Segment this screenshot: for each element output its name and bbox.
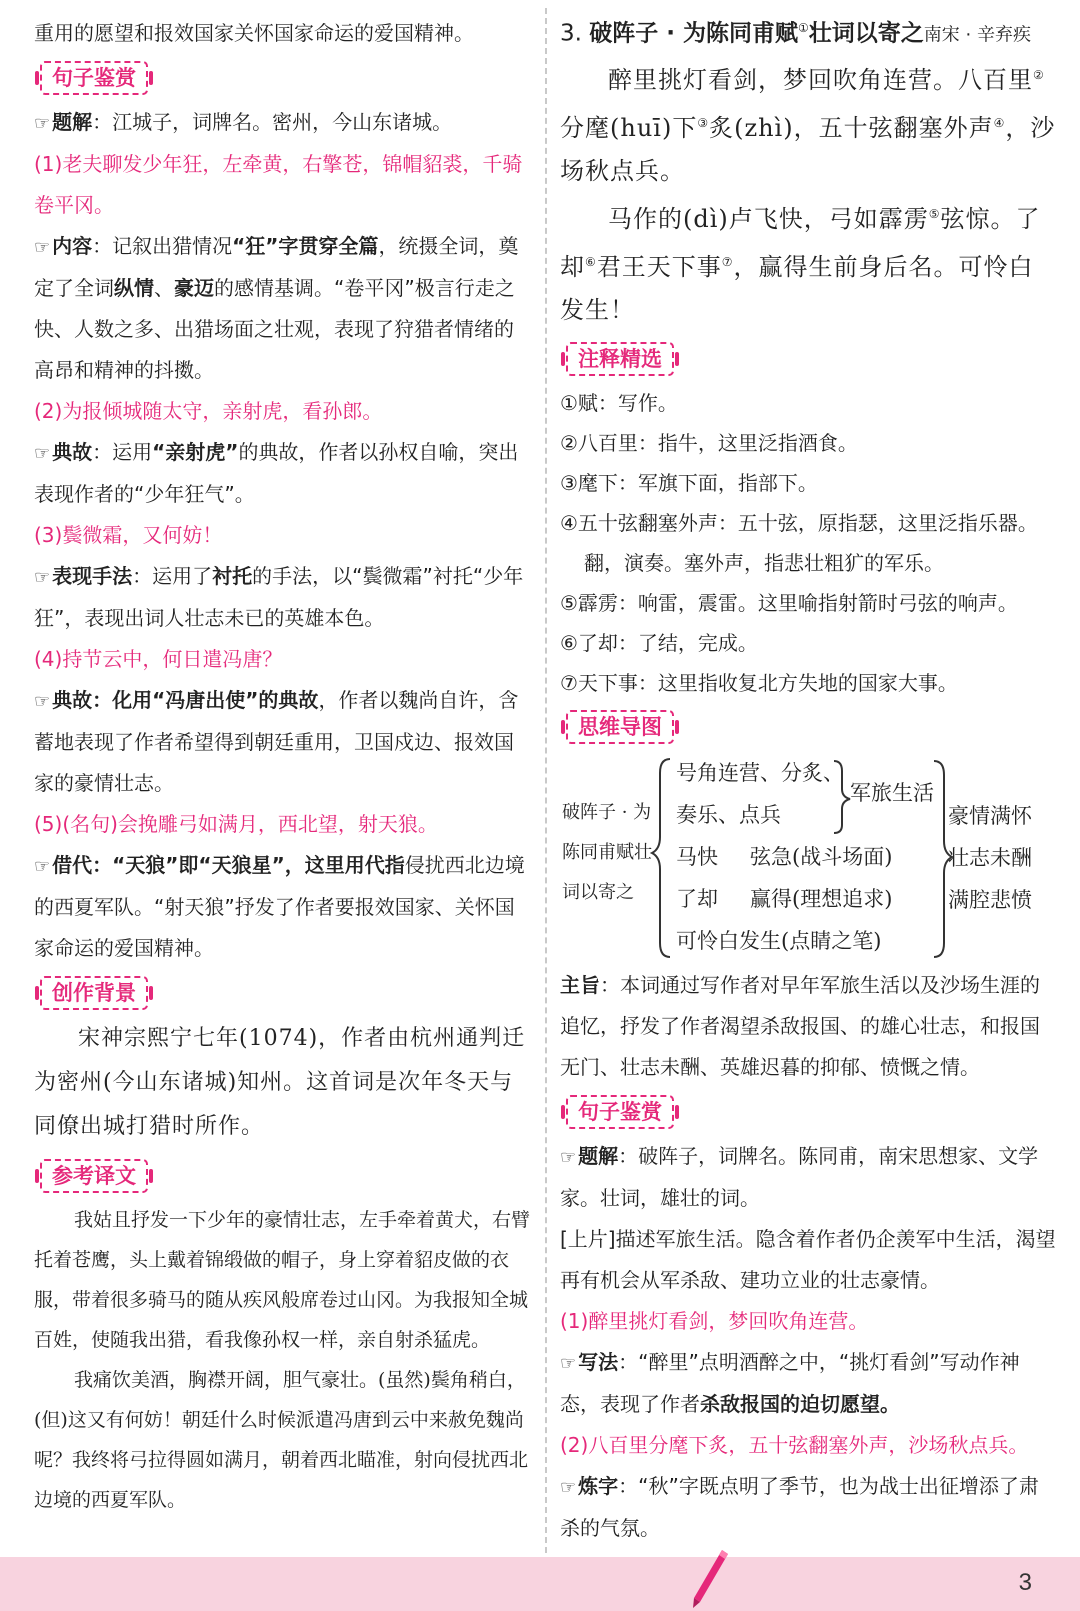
upper-stanza-note: [上片]描述军旅生活。隐含着作者仍企羡军中生活，渴望再有机会从军杀敌、建功立业的壮志豪情。 [560,1226,1056,1292]
sentence-quote-r2: (2)八百里分麾下炙，五十弦翻塞外声，沙场秋点兵。 [560,1432,1029,1457]
annotation-allusion-2: ☞ 典故：化用“冯唐出使”的典故，作者以魏尚自许，含蓄地表现了作者希望得到朝廷重用，卫国戍边、报效国家的豪情壮志。 [34,688,519,795]
sentence-quote-2: (2)为报倾城随太守，亲射虎，看孙郎。 [34,399,383,423]
annotation-metonymy: ☞ 借代：“天狼”即“天狼星”，这里用代指侵扰西北边境的西夏军队。“射天狼”抒发了作者要报效国家、关怀国家命运的爱国精神。 [34,853,525,960]
theme-text: 主旨：本词通过写作者对早年军旅生活以及沙场生涯的追忆，抒发了作者渴望杀敌报国、的雄心壮志，和报国无门、壮志未酬、英雄迟暮的抑郁、愤慨之情。 [560,972,1040,1079]
section-title-background: 创作背景 [40,976,148,1010]
sentence-quote-3: (3)鬓微霜，又何妨！ [34,523,223,547]
sentence-quote-1: (1)老夫聊发少年狂，左牵黄，右擎苍，锦帽貂裘，千骑卷平冈。 [34,152,523,217]
annotation-jieti: ☞ 题解：江城子，词牌名。密州，今山东诸城。 [34,110,453,134]
pointing-hand-icon: ☞ [34,443,51,464]
poem-title: 3. 破阵子 · 为陈同甫赋①壮词以寄之南宋 · 辛弃疾 [560,20,1031,47]
translation-paragraph-2: 我痛饮美酒，胸襟开阔，胆气豪壮。(虽然)鬓角稍白，(但)这又有何妨！朝廷什么时候派遣冯唐到云中来赦免魏尚呢？我终将弓拉得圆如满月，朝着西北瞄准，射向侵扰西北边境的西夏军队。 [34,1369,529,1511]
pointing-hand-icon: ☞ [34,113,51,134]
sentence-quote-r1: (1)醉里挑灯看剑，梦回吹角连营。 [560,1308,869,1333]
section-title-notes: 注释精选 [566,342,674,376]
mindmap-root: 破阵子 · 为 陈同甫赋壮 词以寄之 [562,801,652,903]
annotation-allusion-1: ☞ 典故：运用“亲射虎”的典故，作者以孙权自喻，突出表现作者的“少年狂气”。 [34,440,519,506]
annotation-word-refining: ☞ 炼字：“秋”字既点明了季节，也为战士出征增添了肃杀的气氛。 [560,1473,1039,1540]
sentence-quote-5: (5)(名句)会挽雕弓如满月，西北望，射天狼。 [34,812,438,836]
pointing-hand-icon: ☞ [34,691,51,712]
column-divider [545,8,547,1553]
annotation-technique: ☞ 表现手法：运用了衬托的手法，以“鬓微霜”衬托“少年狂”，表现出词人壮志未已的英雄本色。 [34,564,524,630]
pen-icon [688,1548,730,1610]
mindmap-branch: 号角连营、分炙、 [676,760,844,785]
note-item: ⑤霹雳：响雷，震雷。这里喻指射箭时弓弦的响声。 [560,590,1018,615]
pointing-hand-icon: ☞ [560,1476,577,1498]
right-column [560,0,1056,1549]
note-item: 翻，演奏。塞外声，指悲壮粗犷的军乐。 [584,550,944,575]
mind-map [560,753,1056,965]
annotation-jieti-2: ☞ 题解：破阵子，词牌名。陈同甫，南宋思想家、文学家。壮词，雄壮的词。 [560,1143,1039,1210]
mindmap-branch: 了却 [676,886,718,911]
annotation-content: ☞ 内容：记叙出猎情况“狂”字贯穿全篇，统摄全词，奠定了全词纵情、豪迈的感情基调。“卷平冈”极言行走之快、人数之多、出猎场面之壮观，表现了狩猎者情绪的高昂和精神的抖擞。 [34,234,519,382]
background-text: 宋神宗熙宁七年(1074)，作者由杭州通判迁为密州(今山东诸城)知州。这首词是次年冬天与同僚出城打猎时所作。 [34,1026,526,1139]
poem-author: 南宋 · 辛弃疾 [923,24,1031,46]
section-title-sentence-appreciation: 句子鉴赏 [40,61,148,95]
mindmap-branch: 奏乐、点兵 [676,802,781,827]
note-item: ①赋：写作。 [560,390,678,415]
pointing-hand-icon: ☞ [560,1352,577,1374]
pointing-hand-icon: ☞ [34,856,51,877]
annotation-writing: ☞ 写法：“醉里”点明酒醉之中，“挑灯看剑”写动作神态，表现了作者杀敌报国的迫切愿望。 [560,1349,1020,1416]
section-title-sentence-appreciation-2: 句子鉴赏 [566,1095,674,1129]
sentence-quote-4: (4)持节云中，何日遣冯唐？ [34,647,283,671]
page-number: 3 [1018,1569,1032,1596]
mindmap-emotions: 豪情满怀 壮志未酬 满腔悲愤 [948,803,1032,912]
mindmap-group: 军旅生活 [850,780,934,805]
note-item: ⑥了却：了结，完成。 [560,630,758,655]
pointing-hand-icon: ☞ [34,237,51,258]
continued-text: 重用的愿望和报效国家关怀国家命运的爱国精神。 [34,21,474,45]
poem-stanza-1: 醉里挑灯看剑，梦回吹角连营。八百里②分麾(huī)下③炙(zhì)，五十弦翻塞外声④，沙场秋点兵。 [560,65,1056,185]
page-footer [0,1557,1080,1611]
note-item: ②八百里：指牛，这里泛指酒食。 [560,430,858,455]
translation-paragraph-1: 我姑且抒发一下少年的豪情壮志，左手牵着黄犬，右臂托着苍鹰，头上戴着锦缎做的帽子，身上穿着貂皮做的衣服，带着很多骑马的随从疾风般席卷过山冈。为我报知全城百姓，使随我出猎，看我像孙权一样，亲自射杀猛虎。 [34,1209,531,1351]
note-item: ④五十弦翻塞外声：五十弦，原指瑟，这里泛指乐器。 [560,510,1038,535]
left-column [34,0,532,1520]
note-item: ⑦天下事：这里指收复北方失地的国家大事。 [560,670,958,695]
poem-stanza-2: 马作的(dì)卢飞快，弓如霹雳⑤弦惊。了却⑥君王天下事⑦，赢得生前身后名。可怜白发生！ [560,204,1041,324]
section-title-mindmap: 思维导图 [566,710,674,744]
pointing-hand-icon: ☞ [560,1146,577,1168]
mindmap-branch: 弦急(战斗场面) [750,844,893,869]
mindmap-branch: 马快 [676,844,718,869]
mindmap-branch: 赢得(理想追求) [750,886,893,911]
note-item: ③麾下：军旗下面，指部下。 [560,470,818,495]
mindmap-branch: 可怜白发生(点睛之笔) [676,928,882,953]
pointing-hand-icon: ☞ [34,567,51,588]
section-title-translation: 参考译文 [40,1159,148,1193]
